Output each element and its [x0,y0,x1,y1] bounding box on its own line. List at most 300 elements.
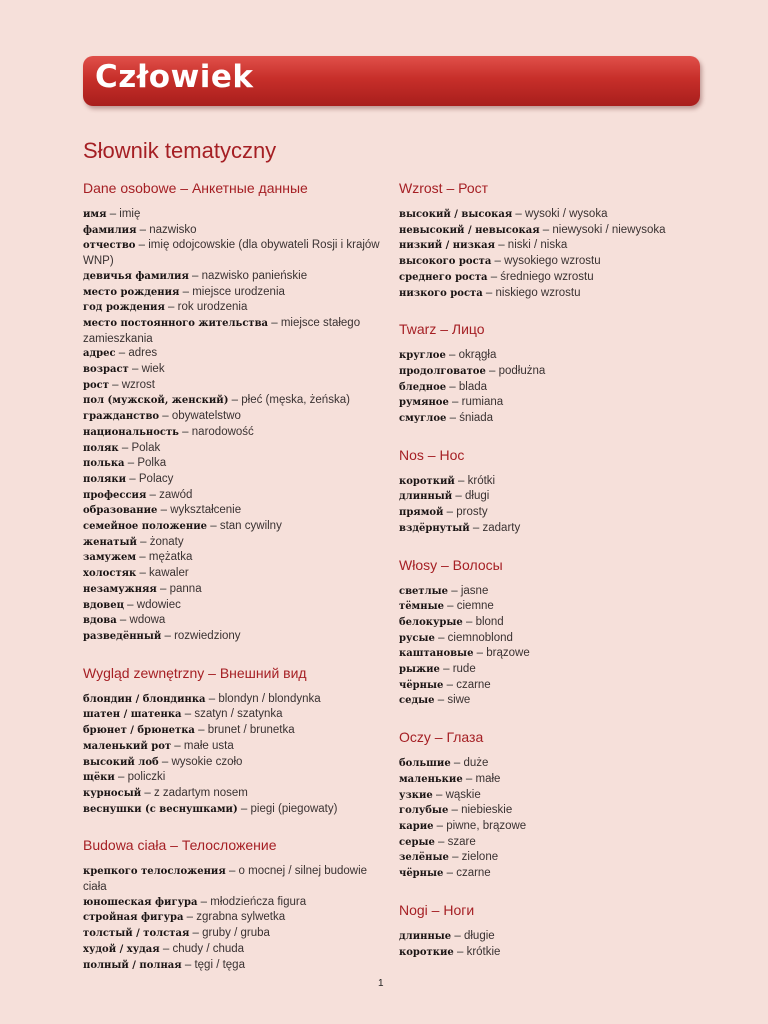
separator-dash: – [443,600,457,613]
russian-term: блондин / блондинка [83,693,206,705]
polish-translation: niski / niska [507,239,568,252]
vocabulary-entry [399,945,699,961]
separator-dash: – [158,755,172,768]
vocabulary-entry [83,926,383,942]
separator-dash: – [141,786,154,799]
russian-term: холостяк [83,568,137,580]
separator-dash: – [146,488,160,501]
separator-dash: – [512,208,526,220]
separator-dash: – [539,223,553,236]
polish-translation: średniego wzrostu [500,270,594,283]
separator-dash: – [446,380,459,393]
russian-term: узкие [399,789,433,801]
polish-translation: blond [475,615,504,628]
vocabulary-entry [83,566,383,582]
russian-term: полный / полная [83,959,182,971]
russian-term: смуглое [399,413,447,425]
separator-dash: – [228,394,242,407]
separator-dash: – [453,945,467,958]
polish-translation: z zadartym nosem [153,786,248,799]
vocabulary-entry [399,662,699,678]
separator-dash: – [443,506,457,519]
vocabulary-entry [83,269,383,285]
polish-translation: Polak [131,441,161,454]
russian-term: замужем [83,552,137,564]
russian-term: профессия [83,489,147,501]
separator-dash: – [443,678,457,691]
vocabulary-entry [83,409,383,425]
polish-translation: rozwiedziony [174,629,241,642]
vocabulary-entry [399,850,699,866]
separator-dash: – [156,582,170,595]
vocabulary-entry [399,929,699,945]
polish-translation: obywatelstwo [171,410,241,423]
russian-term: прямой [399,507,444,519]
vocabulary-entry [83,550,383,566]
russian-term: чёрные [399,868,444,880]
vocabulary-entry [399,395,699,411]
russian-term: курносый [83,787,142,799]
polish-translation: piegi (piegowaty) [250,802,338,815]
russian-term: место рождения [83,286,180,298]
separator-dash: – [205,692,219,705]
separator-dash: – [473,647,487,660]
vocabulary-entry [399,489,699,505]
polish-translation: brązowe [486,647,530,660]
separator-dash: – [106,208,120,220]
russian-term: карие [399,820,434,832]
russian-term: длинные [399,930,452,942]
vocabulary-section [83,837,383,973]
russian-term: вздёрнутый [399,522,470,534]
separator-dash: – [448,584,461,597]
russian-term: высокий / высокая [399,209,513,220]
page-number: 1 [378,978,384,989]
russian-term: высокого роста [399,256,492,268]
vocabulary-entry [83,582,383,598]
vocabulary-entry [399,474,699,490]
vocabulary-entry [83,707,383,723]
russian-term: поляк [83,442,119,454]
vocabulary-entry [399,803,699,819]
vocabulary-entry [83,942,383,958]
section-title: Nos – Нос [399,446,465,463]
separator-dash: – [448,851,462,864]
separator-dash: – [128,363,142,376]
russian-term: большие [399,758,451,770]
separator-dash: – [108,378,122,391]
russian-term: круглое [399,350,446,362]
russian-term: маленький рот [83,740,172,752]
separator-dash: – [181,708,195,721]
separator-dash: – [450,757,464,770]
polish-translation: wąskie [445,788,481,801]
polish-translation: rude [452,663,476,676]
polish-translation: żonaty [149,535,184,548]
separator-dash: – [115,347,129,360]
separator-dash: – [495,239,508,252]
russian-term: каштановые [399,648,474,660]
russian-term: девичья фамилия [83,270,189,282]
polish-translation: chudy / chuda [172,942,245,955]
vocabulary-entry [83,535,383,551]
russian-term: семейное положение [83,521,208,533]
polish-translation: rok urodzenia [177,301,248,314]
russian-term: белокурые [399,616,463,628]
vocabulary-entry [399,646,699,662]
russian-term: щёки [83,772,115,784]
russian-term: серые [399,836,435,848]
vocabulary-section [399,729,699,882]
vocabulary-entry [399,772,699,788]
separator-dash: – [157,504,171,517]
polish-translation: podłużna [498,364,546,377]
russian-term: веснушки (с веснушками) [83,803,238,815]
vocabulary-entry [83,755,383,771]
polish-translation: narodowość [191,425,254,438]
vocabulary-entry [83,488,383,504]
vocabulary-entry [399,788,699,804]
section-title: Wzrost – Рост [399,180,489,196]
vocabulary-entry [399,364,699,380]
polish-translation: mężatka [148,551,193,564]
polish-translation: wysokie czoło [171,755,243,768]
russian-term: седые [399,695,435,707]
separator-dash: – [124,457,138,470]
separator-dash: – [432,788,446,801]
russian-term: рост [83,379,109,391]
separator-dash: – [197,895,211,908]
polish-translation: krótkie [466,945,501,958]
vocabulary-section [83,665,383,818]
vocabulary-section [399,321,699,427]
vocabulary-entry [399,207,699,223]
vocabulary-entry [83,739,383,755]
separator-dash: – [188,269,202,282]
polish-translation: nazwisko [149,223,197,236]
separator-dash: – [181,958,195,971]
separator-dash: – [164,301,178,314]
polish-translation: wysokiego wzrostu [504,255,601,268]
vocabulary-entry [399,584,699,600]
polish-translation: młodzieńcza figura [210,895,307,908]
russian-term: толстый / толстая [83,928,190,940]
banner-title: Człowiek [95,59,254,95]
polish-translation: wdowa [129,614,166,627]
separator-dash: – [434,631,448,644]
separator-dash: – [135,239,149,252]
vocabulary-entry [83,223,383,239]
vocabulary-entry [83,316,383,346]
russian-term: русые [399,632,435,644]
russian-term: юношеская фигура [83,896,198,908]
russian-term: бледное [399,381,447,393]
vocabulary-entry [399,286,699,302]
polish-translation: miejsce urodzenia [192,285,285,298]
russian-term: высокий лоб [83,756,159,768]
russian-term: среднего роста [399,271,488,283]
vocabulary-entry [83,864,383,894]
russian-term: полька [83,458,125,470]
vocabulary-entry [399,254,699,270]
separator-dash: – [183,911,197,924]
russian-term: низкий / низкая [399,240,495,252]
separator-dash: – [491,255,505,268]
title-banner [83,56,700,106]
polish-translation: wiek [141,363,165,376]
vocabulary-entry [399,678,699,694]
russian-term: гражданство [83,411,160,423]
separator-dash: – [446,412,460,425]
vocabulary-entry [399,835,699,851]
vocabulary-entry [83,958,383,974]
separator-dash: – [462,615,476,628]
vocabulary-section [83,180,383,645]
russian-term: пол (мужской, женский) [83,395,229,407]
separator-dash: – [225,865,239,878]
vocabulary-entry [83,895,383,911]
separator-dash: – [159,942,173,955]
polish-translation: imię [119,208,141,220]
polish-translation: czarne [456,678,491,691]
polish-translation: niskiego wzrostu [495,286,581,299]
russian-term: низкого роста [399,287,483,299]
vocabulary-entry [83,786,383,802]
polish-translation: wysoki / wysoka [525,208,608,220]
vocabulary-section [399,557,699,710]
polish-translation: adres [128,347,158,360]
russian-term: чёрные [399,679,444,691]
polish-translation: szare [447,835,476,848]
separator-dash: – [482,286,496,299]
separator-dash: – [485,364,499,377]
separator-dash: – [448,804,462,817]
russian-term: фамилия [83,224,137,236]
polish-translation: panna [169,582,202,595]
polish-translation: Polka [137,457,167,470]
polish-translation: stan cywilny [219,520,282,533]
russian-term: длинный [399,491,453,503]
polish-translation: krótki [467,474,496,487]
russian-term: рыжие [399,664,440,676]
vocabulary-entry [399,599,699,615]
separator-dash: – [433,819,447,832]
russian-term: румяное [399,397,449,409]
russian-term: зелёные [399,852,449,864]
polish-translation: o mocnej / silnej budowie ciała [83,865,368,894]
russian-term: маленькие [399,773,463,785]
russian-term: невысокий / невысокая [399,224,540,236]
polish-translation: imię odojcowskie (dla obywateli Rosji i krajów WNP) [83,239,380,268]
vocabulary-section [399,447,699,537]
vocabulary-entry [83,300,383,316]
separator-dash: – [469,521,483,534]
vocabulary-entry [83,629,383,645]
separator-dash: – [179,285,193,298]
vocabulary-entry [83,723,383,739]
russian-term: национальность [83,426,179,438]
vocabulary-entry [399,866,699,882]
section-title: Twarz – Лицо [399,321,485,338]
separator-dash: – [434,835,448,848]
russian-term: место постоянного жительства [83,317,269,329]
polish-translation: prosty [456,506,488,519]
vocabulary-entry [83,598,383,614]
section-title: Włosy – Волосы [399,556,503,573]
vocabulary-entry [399,238,699,254]
separator-dash: – [445,349,459,362]
polish-translation: wzrost [121,378,155,391]
separator-dash: – [451,929,464,942]
page-title: Słownik tematyczny [83,138,277,163]
polish-translation: wykształcenie [170,504,242,517]
russian-term: короткий [399,475,455,487]
russian-term: шатен / шатенка [83,709,182,721]
separator-dash: – [454,474,468,487]
polish-translation: Polacy [138,472,174,485]
separator-dash: – [487,270,501,283]
polish-translation: policzki [127,771,166,784]
russian-term: отчество [83,240,136,252]
separator-dash: – [126,472,139,485]
separator-dash: – [114,771,128,784]
russian-term: возраст [83,364,129,376]
polish-translation: długie [463,929,495,942]
separator-dash: – [136,535,150,548]
left-column [83,180,383,993]
vocabulary-entry [83,285,383,301]
vocabulary-entry [83,346,383,362]
separator-dash: – [268,316,281,329]
vocabulary-entry [399,270,699,286]
russian-term: худой / худая [83,943,160,955]
separator-dash: – [136,223,150,236]
separator-dash: – [161,629,175,642]
separator-dash: – [116,614,130,627]
vocabulary-entry [399,505,699,521]
polish-translation: okrągła [458,349,497,362]
polish-translation: jasne [460,584,489,597]
vocabulary-entry [399,631,699,647]
polish-translation: płeć (męska, żeńska) [241,394,350,407]
separator-dash: – [448,396,462,409]
vocabulary-entry [399,380,699,396]
section-title: Nogi – Ноги [399,901,475,918]
separator-dash: – [123,598,137,611]
separator-dash: – [452,490,466,503]
separator-dash: – [136,567,150,580]
vocabulary-entry [399,819,699,835]
polish-translation: czarne [456,867,491,880]
vocabulary-entry [83,770,383,786]
vocabulary-entry [83,613,383,629]
separator-dash: – [159,410,172,423]
polish-translation: blada [458,380,488,393]
vocabulary-entry [83,393,383,409]
russian-term: брюнет / брюнетка [83,725,195,737]
polish-translation: wdowiec [136,598,181,611]
russian-term: разведённый [83,630,162,642]
separator-dash: – [171,739,184,752]
section-title: Oczy – Глаза [399,729,484,746]
vocabulary-entry [83,362,383,378]
russian-term: продолговатое [399,365,486,377]
polish-translation: zadarty [482,521,521,534]
polish-translation: rumiana [461,396,504,409]
separator-dash: – [439,663,453,676]
separator-dash: – [178,425,192,438]
vocabulary-entry [399,411,699,427]
polish-translation: siwe [447,694,471,707]
russian-term: тёмные [399,601,444,613]
russian-term: женатый [83,536,137,548]
vocabulary-entry [399,348,699,364]
russian-term: светлые [399,585,449,597]
separator-dash: – [189,927,203,940]
polish-translation: szatyn / szatynka [194,708,283,721]
polish-translation: kawaler [149,567,189,580]
vocabulary-section [399,902,699,960]
polish-translation: długi [465,490,490,503]
russian-term: короткие [399,946,454,958]
polish-translation: miejsce stałego zamieszkania [83,316,361,345]
vocabulary-entry [399,223,699,239]
russian-term: вдовец [83,599,124,611]
right-column [399,180,699,980]
vocabulary-entry [83,207,383,223]
polish-translation: zielone [461,851,499,864]
russian-term: голубые [399,805,449,817]
polish-translation: nazwisko panieńskie [201,269,308,282]
separator-dash: – [443,867,457,880]
polish-translation: duże [463,757,489,770]
vocabulary-entry [83,692,383,708]
separator-dash: – [136,551,149,564]
vocabulary-entry [83,456,383,472]
vocabulary-entry [83,441,383,457]
vocabulary-entry [83,425,383,441]
vocabulary-entry [399,615,699,631]
vocabulary-entry [83,472,383,488]
russian-term: незамужняя [83,583,157,595]
polish-translation: śniada [459,412,494,425]
russian-term: стройная фигура [83,912,184,924]
separator-dash: – [194,724,208,737]
separator-dash: – [434,694,448,707]
vocabulary-section [399,180,699,301]
vocabulary-entry [399,756,699,772]
polish-translation: małe [475,772,501,785]
russian-term: поляки [83,473,127,485]
polish-translation: niebieskie [461,804,513,817]
vocabulary-entry [83,802,383,818]
vocabulary-entry [399,693,699,709]
section-title: Budowa ciała – Телосложение [83,837,277,854]
polish-translation: brunet / brunetka [207,724,295,737]
russian-term: крепкого телосложения [83,866,226,878]
separator-dash: – [118,441,132,454]
polish-translation: ciemnoblond [447,631,513,644]
section-title: Wygląd zewnętrzny – Внешний вид [83,664,307,681]
russian-term: образование [83,505,158,517]
vocabulary-entry [83,519,383,535]
separator-dash: – [207,520,220,533]
vocabulary-entry [83,378,383,394]
polish-translation: blondyn / blondynka [218,692,321,705]
polish-translation: zawód [159,488,193,501]
russian-term: адрес [83,348,116,360]
separator-dash: – [462,772,476,785]
